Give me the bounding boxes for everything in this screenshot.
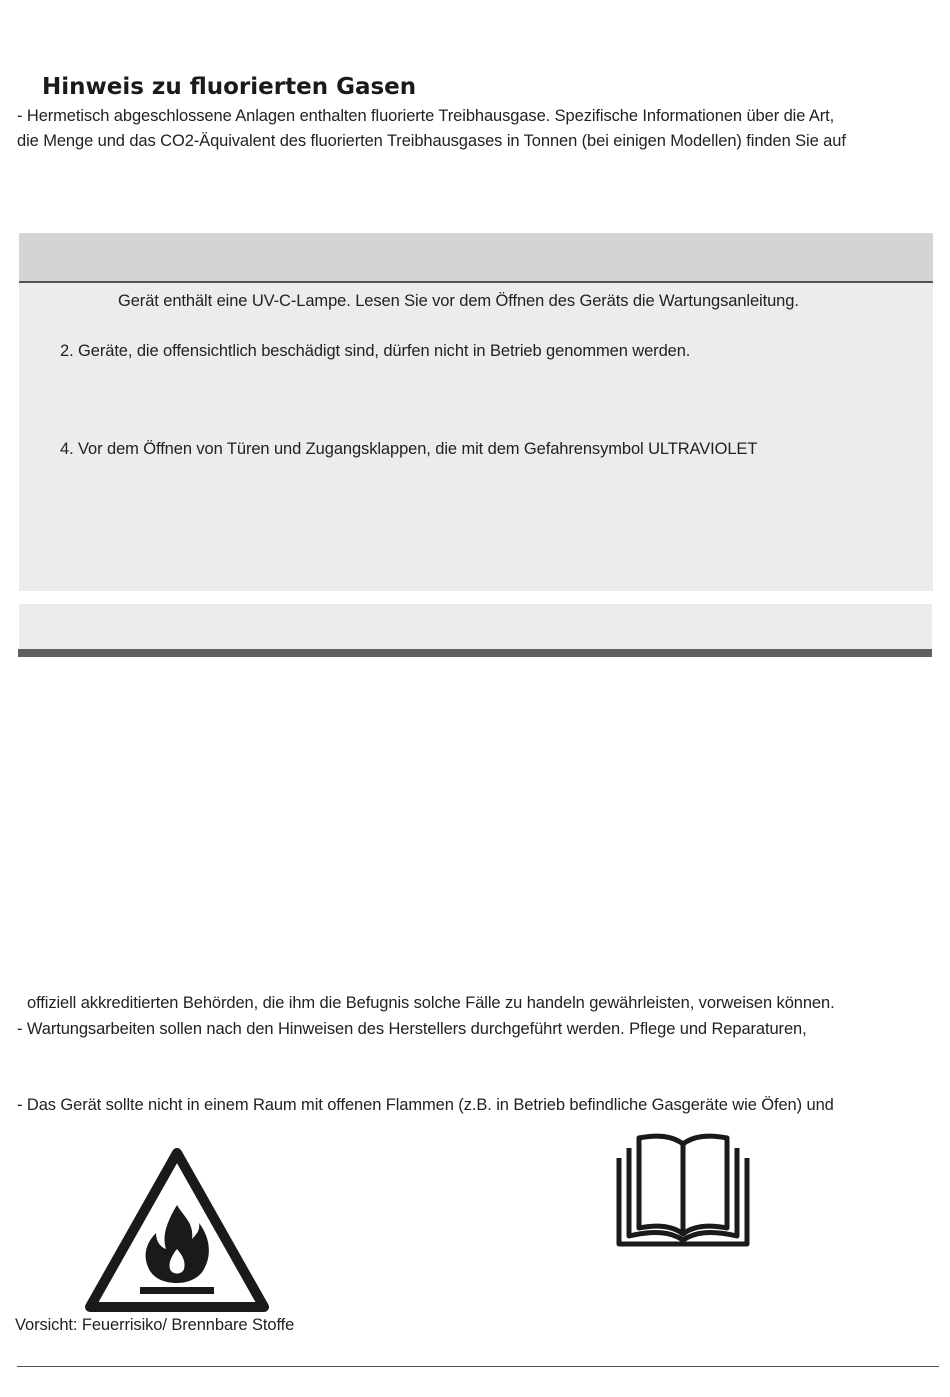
uv-line-2: 2. Geräte, die offensichtlich beschädigt sind, dürfen nicht in Betrieb genommen werden.	[60, 342, 691, 360]
uv-box-body	[19, 283, 933, 591]
bottom-rule	[17, 1366, 939, 1367]
section-title: Hinweis zu fluorierten Gasen	[42, 74, 417, 100]
manual-book-icon	[615, 1132, 751, 1248]
text-line-1: offiziell akkreditierten Behörden, die ihm die Befugnis solche Fälle zu handeln gewährleisten, vorweisen können.	[27, 994, 835, 1012]
intro-line-2: die Menge und das CO2-Äquivalent des fluorierten Treibhausgases in Tonnen (bei einigen Modellen) finden Sie auf	[17, 132, 846, 150]
uv-box-header	[19, 233, 933, 283]
uv-line-4: 4. Vor dem Öffnen von Türen und Zugangsklappen, die mit dem Gefahrensymbol ULTRAVIOLET	[60, 440, 758, 458]
gray-bar	[19, 604, 932, 649]
text-line-2: - Wartungsarbeiten sollen nach den Hinweisen des Herstellers durchgeführt werden. Pflege und Reparaturen,	[17, 1020, 807, 1038]
fire-caption: Vorsicht: Feuerrisiko/ Brennbare Stoffe	[15, 1316, 295, 1334]
fire-warning-icon	[82, 1145, 272, 1315]
dark-divider	[18, 649, 932, 657]
intro-line-1: - Hermetisch abgeschlossene Anlagen enthalten fluorierte Treibhausgase. Spezifische Informationen über die Art,	[17, 107, 835, 125]
uv-line-1: Gerät enthält eine UV-C-Lampe. Lesen Sie vor dem Öffnen des Geräts die Wartungsanleitung.	[118, 292, 799, 310]
text-line-3: - Das Gerät sollte nicht in einem Raum mit offenen Flammen (z.B. in Betrieb befindliche Gasgeräte wie Öfen) und	[17, 1096, 834, 1114]
